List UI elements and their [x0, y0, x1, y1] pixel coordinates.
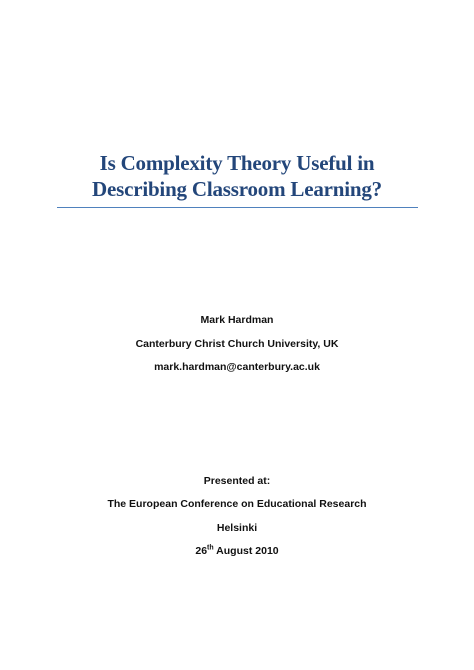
title-underline-rule [57, 207, 418, 208]
conference-name: The European Conference on Educational Research [107, 498, 367, 510]
presented-at-label: Presented at: [203, 475, 271, 487]
presentation-date [0, 545, 474, 557]
title-line-1: Is Complexity Theory Useful in [99, 151, 375, 175]
date-ordinal-suffix: th [207, 544, 214, 552]
author-email: mark.hardman@canterbury.ac.uk [154, 361, 320, 373]
title-line-2: Describing Classroom Learning? [92, 177, 382, 201]
date-month-year: August 2010 [213, 545, 279, 557]
document-title [0, 150, 474, 202]
author-name: Mark Hardman [200, 314, 274, 326]
date-day: 26 [195, 545, 208, 557]
author-affiliation: Canterbury Christ Church University, UK [135, 338, 339, 350]
conference-city: Helsinki [216, 522, 258, 534]
